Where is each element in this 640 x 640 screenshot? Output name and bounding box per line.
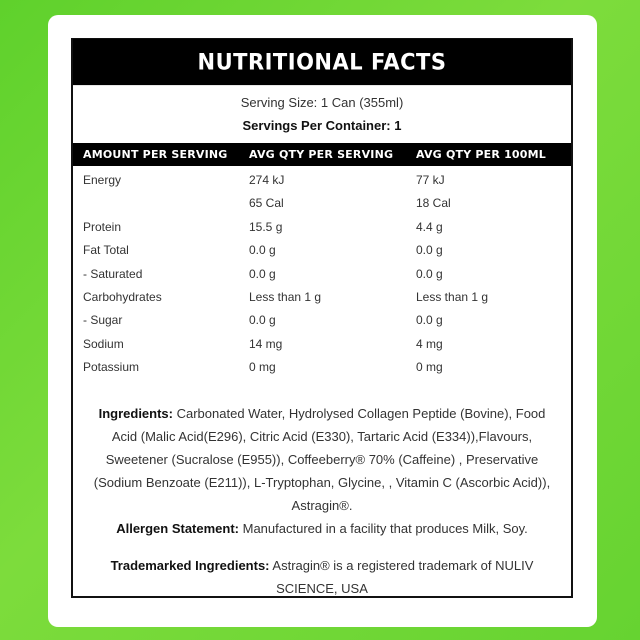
per-100ml-value: 0 mg: [416, 360, 443, 375]
ingredients-text: Carbonated Water, Hydrolysed Collagen Peptide (Bovine), Food Acid (Malic Acid(E296), Citric Acid (E330), Tartaric Acid (E334)),Flavours, Sweetener (Sucralose (E955)), Coffeeberry® 70% (Caffeine) , Preservative (Sodium Benzoate (E211)), L-Tryptophan, Glycine, , Vitamin C (Ascorbic Acid)), Astragin®.: [93, 405, 551, 513]
per-100ml-value: 0.0 g: [416, 266, 443, 281]
per-100ml-value: Less than 1 g: [416, 289, 489, 304]
header-per-serving: AVG QTY PER SERVING: [249, 148, 394, 161]
nutrient-name: - Saturated: [83, 266, 143, 281]
nutrient-name: Energy: [83, 173, 122, 187]
table-row: [73, 333, 571, 356]
trademark-text: Astragin® is a registered trademark of NULIV SCIENCE, USA: [269, 557, 534, 596]
nutrient-name: Carbohydrates: [83, 289, 162, 304]
serving-size: Serving Size: 1 Can (355ml): [240, 95, 404, 110]
nutrient-name: Sodium: [83, 336, 124, 351]
per-100ml-value: 4 mg: [416, 336, 443, 351]
per-100ml-value: 0.0 g: [416, 313, 443, 328]
per-100ml-value: 4.4 g: [416, 219, 443, 234]
table-row: [73, 169, 571, 192]
panel-title: NUTRITIONAL FACTS: [73, 39, 571, 85]
table-header: [73, 143, 571, 166]
nutrient-name: Fat Total: [83, 243, 129, 258]
per-serving-value: 15.5 g: [249, 219, 283, 234]
header-per-100ml: AVG QTY PER 100ML: [416, 148, 546, 161]
servings-per-container: Servings Per Container: 1: [242, 118, 402, 133]
allergen-label: Allergen Statement:: [116, 520, 240, 536]
table-row: [73, 216, 571, 239]
per-serving-value: 274 kJ: [249, 173, 285, 187]
per-serving-value: 0.0 g: [249, 313, 276, 328]
nutrient-name: Potassium: [83, 360, 140, 375]
per-serving-value: 0 mg: [249, 360, 276, 375]
per-serving-value: 14 mg: [249, 336, 283, 351]
allergen-statement: [87, 517, 557, 540]
per-100ml-value: 18 Cal: [416, 196, 451, 211]
ingredients-statement: [87, 402, 557, 517]
nutrient-table: [73, 169, 571, 380]
table-row: [73, 309, 571, 332]
trademark-label: Trademarked Ingredients:: [110, 557, 270, 573]
table-row: [73, 192, 571, 215]
per-100ml-value: 77 kJ: [416, 173, 445, 187]
per-100ml-value: 0.0 g: [416, 243, 443, 258]
per-serving-value: 65 Cal: [249, 196, 284, 211]
table-row: [73, 263, 571, 286]
nutrient-name: - Sugar: [83, 313, 123, 328]
allergen-text: Manufactured in a facility that produces Milk, Soy.: [239, 520, 528, 536]
header-amount: AMOUNT PER SERVING: [83, 148, 228, 161]
table-row: [73, 356, 571, 379]
nutrition-panel: [71, 38, 573, 598]
per-serving-value: Less than 1 g: [249, 289, 322, 304]
table-row: [73, 286, 571, 309]
ingredients-label: Ingredients:: [98, 405, 173, 421]
table-row: [73, 239, 571, 262]
per-serving-value: 0.0 g: [249, 266, 276, 281]
per-serving-value: 0.0 g: [249, 243, 276, 258]
nutrient-name: Protein: [83, 219, 122, 234]
trademark-statement: [95, 554, 549, 600]
